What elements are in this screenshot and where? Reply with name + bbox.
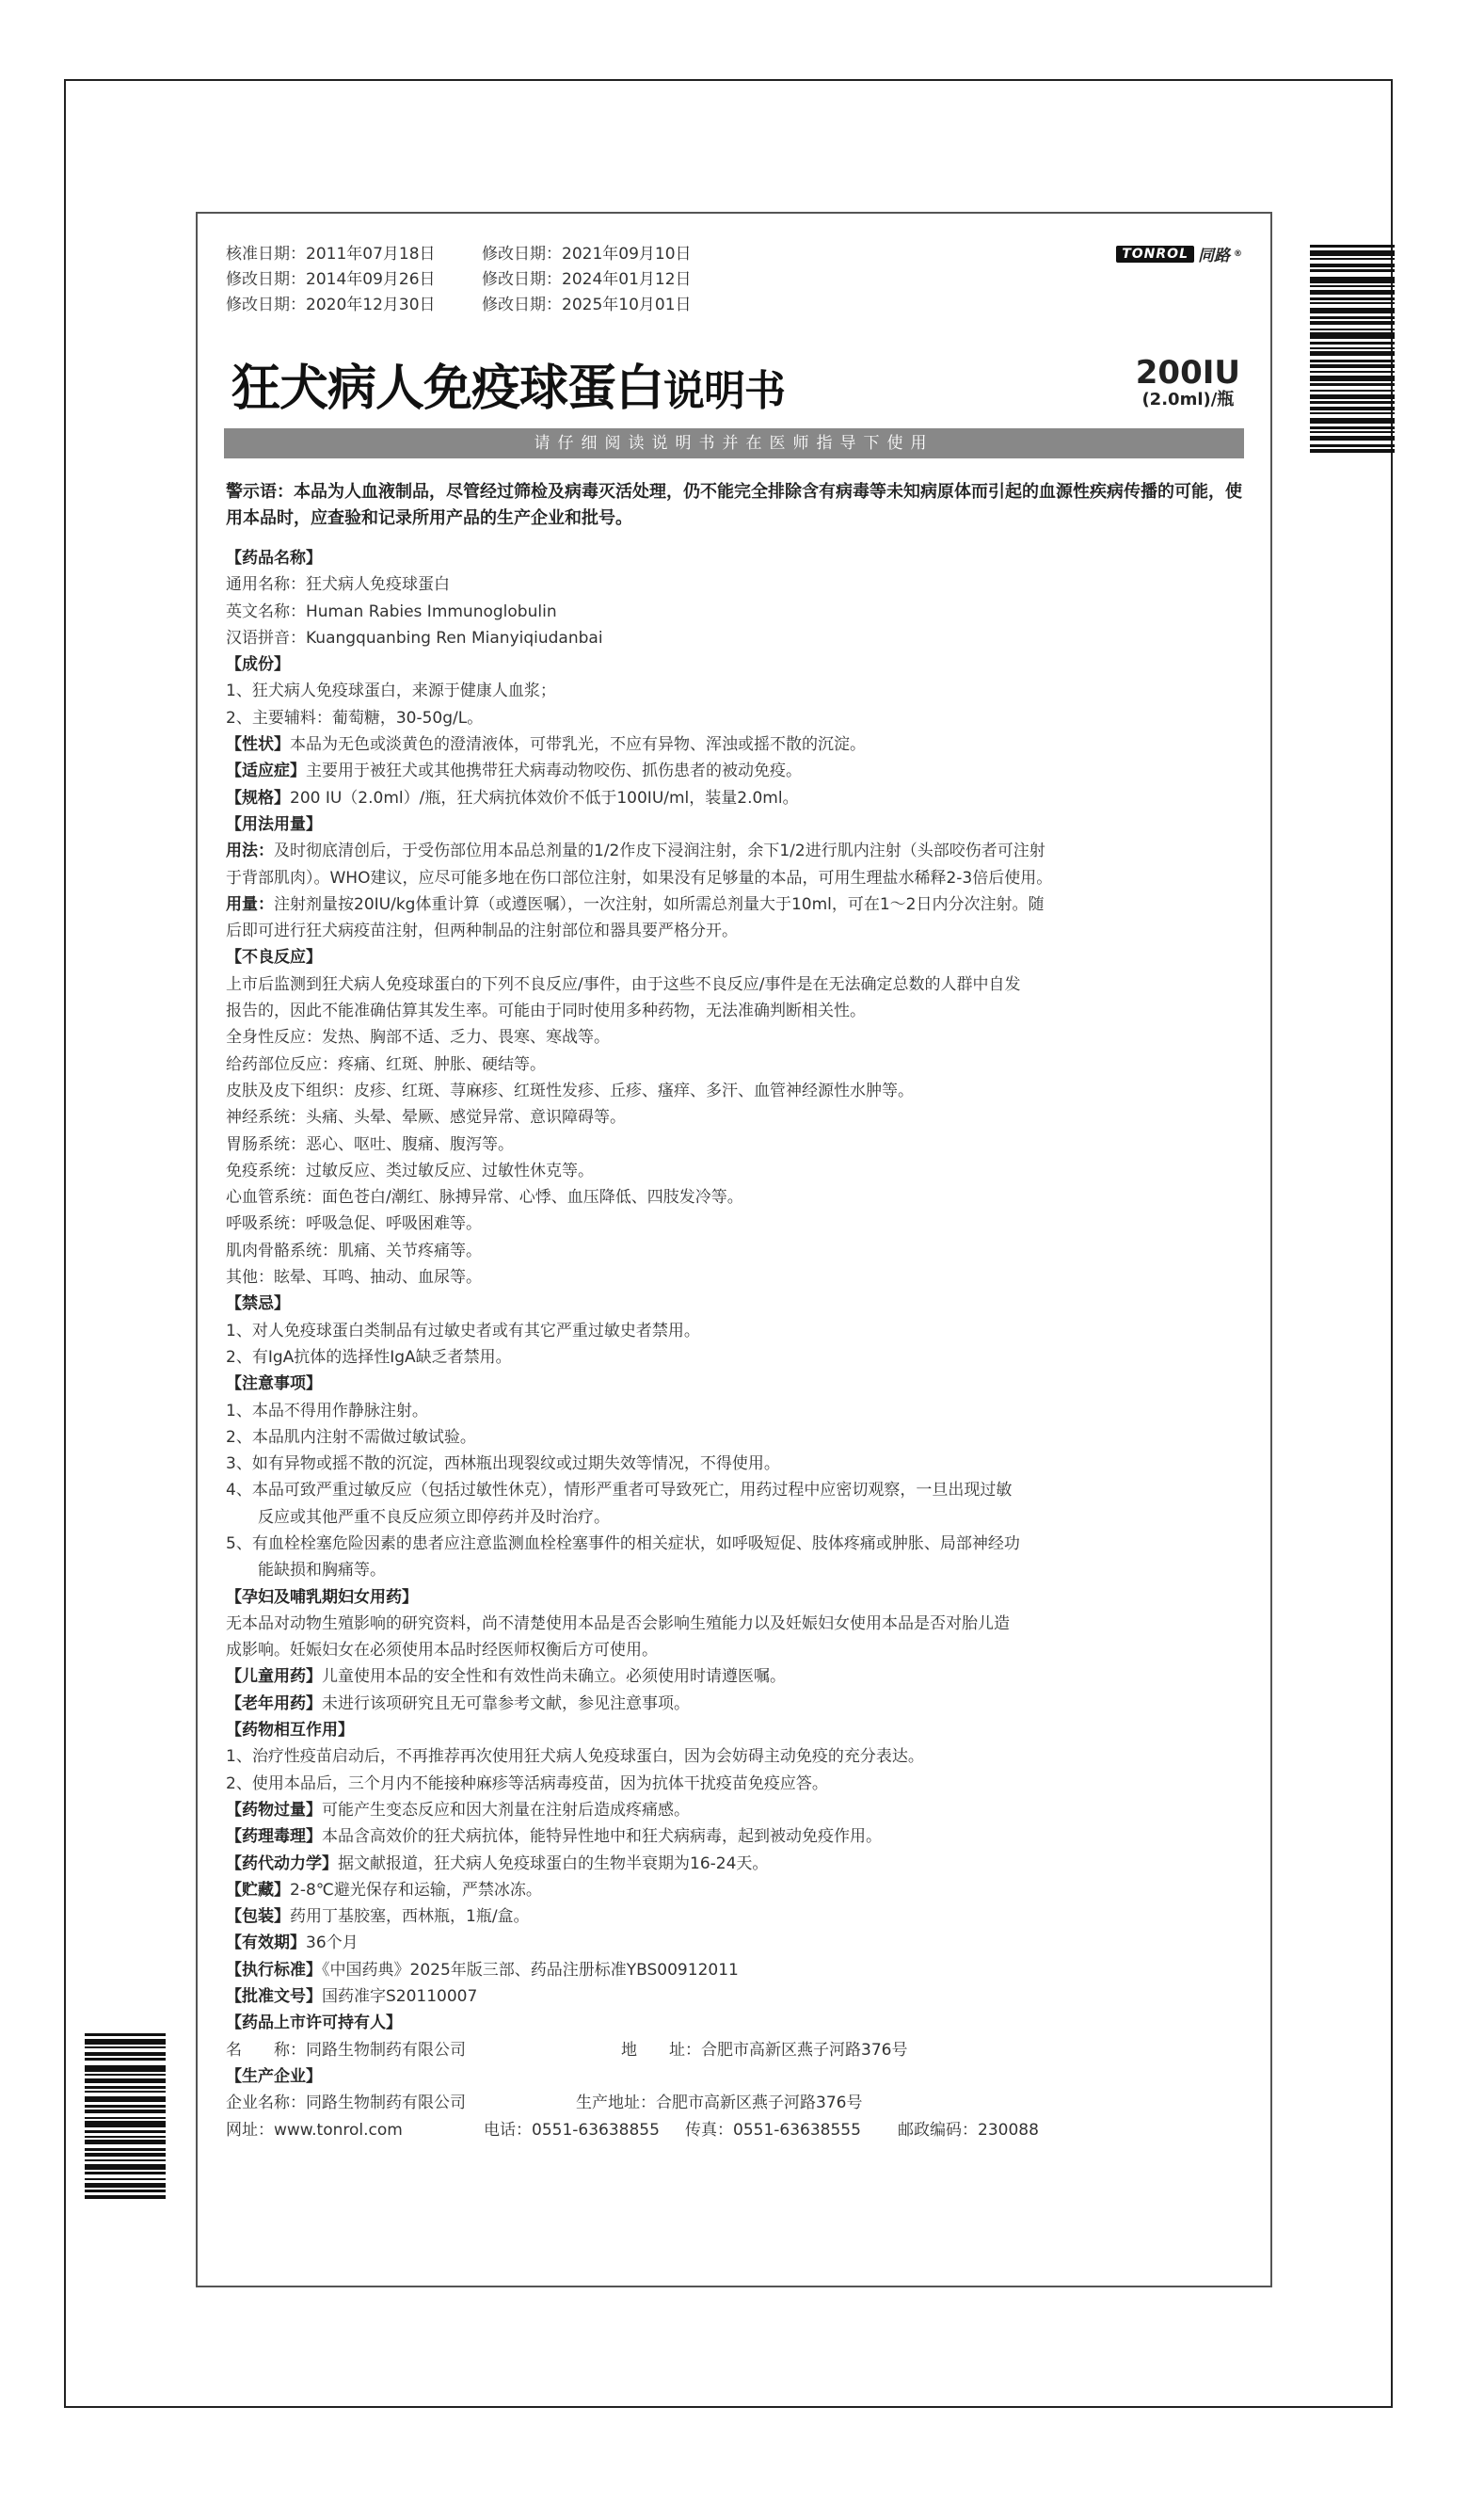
barcode-bar	[85, 2091, 166, 2093]
barcode-bar	[1310, 376, 1395, 381]
barcode-bar	[1310, 258, 1395, 260]
section-label: 【药理毒理】	[226, 1827, 322, 1847]
usage-dose	[226, 891, 1244, 918]
barcode-bar	[85, 2039, 166, 2045]
barcode-bar	[1310, 302, 1395, 304]
adverse-line: 皮肤及皮下组织：皮疹、红斑、荨麻疹、红斑性发疹、丘疹、瘙痒、多汗、血管神经源性水肿等。	[226, 1081, 914, 1100]
precaution-item: 4、本品可致严重过敏反应（包括过敏性休克），情形严重者可导致死亡，用药过程中应密切观察，一旦出现过敏	[226, 1481, 1013, 1500]
usage-method	[226, 838, 1244, 864]
barcode-bar	[85, 2153, 166, 2157]
section-heading-interactions: 【药物相互作用】	[226, 1721, 354, 1741]
barcode-bar	[85, 2190, 166, 2192]
holder-address: 地 址：合肥市高新区燕子河路376号	[621, 2040, 908, 2060]
barcode-bar	[85, 2065, 166, 2072]
section-heading-pregnancy: 【孕妇及哺乳期妇女用药】	[226, 1587, 418, 1607]
precaution-item: 3、如有异物或摇不散的沉淀，西林瓶出现裂纹或过期失效等情况，不得使用。	[226, 1454, 780, 1474]
section-text: 可能产生变态反应和因大剂量在注射后造成疼痛感。	[322, 1800, 690, 1820]
section-heading-drug-name: 【药品名称】	[226, 549, 322, 568]
section-text: 200 IU（2.0ml）/瓶，狂犬病抗体效价不低于100IU/ml，装量2.0ml。	[290, 788, 799, 808]
barcode-bar	[1310, 269, 1395, 272]
section-pharmacology	[226, 1823, 1244, 1850]
section-specification	[226, 785, 1244, 811]
barcode-bar	[85, 2086, 166, 2089]
manufacturer-postcode: 邮政编码：230088	[898, 2120, 1039, 2140]
revision-date: 修改日期：2020年12月30日	[226, 296, 436, 314]
barcode-bar	[1310, 426, 1395, 429]
barcode-bar	[1310, 364, 1395, 368]
section-label: 【性状】	[226, 735, 290, 755]
revision-dates	[226, 242, 1244, 318]
barcode-bar	[85, 2121, 166, 2127]
section-geriatric	[226, 1691, 1244, 1717]
pregnancy-line: 无本品对动物生殖影响的研究资料，尚不清楚使用本品是否会影响生殖能力以及妊娠妇女使用本品是否对胎儿造	[226, 1613, 1010, 1633]
generic-name: 通用名称：狂犬病人免疫球蛋白	[226, 575, 450, 595]
barcode-bar	[1310, 412, 1395, 414]
section-text: 药用丁基胶塞，西林瓶，1瓶/盒。	[290, 1907, 530, 1927]
barcode-bar	[1310, 351, 1395, 356]
section-label: 【批准文号】	[226, 1987, 322, 2007]
barcode-bar	[1310, 407, 1395, 410]
revision-date: 修改日期：2014年09月26日	[226, 270, 436, 289]
barcode-bar	[1310, 371, 1395, 373]
section-label: 【贮藏】	[226, 1880, 290, 1900]
interaction-item: 2、使用本品后，三个月内不能接种麻疹等活病毒疫苗，因为抗体干扰疫苗免疫应答。	[226, 1773, 828, 1793]
brand-logo	[1116, 242, 1242, 265]
barcode-bar	[1310, 418, 1395, 424]
title-row	[226, 348, 1244, 417]
manufacturer-info	[226, 2090, 1244, 2116]
precaution-item-continued: 能缺损和胸痛等。	[258, 1561, 386, 1580]
barcode-left	[85, 2033, 166, 2278]
section-text: 2-8℃避光保存和运输，严禁冰冻。	[290, 1880, 542, 1900]
barcode-bar	[85, 2136, 166, 2138]
usage-method-text: 及时彻底清创后，于受伤部位用本品总剂量的1/2作皮下浸润注射，余下1/2进行肌内注射（头部咬伤者可注射	[274, 842, 1045, 861]
barcode-bar	[85, 2033, 166, 2036]
section-text: 未进行该项研究且无可靠参考文献，参见注意事项。	[322, 1693, 690, 1713]
registered-mark: ®	[1234, 249, 1242, 259]
section-label: 【药代动力学】	[226, 1853, 338, 1873]
manufacturer-address: 生产地址：合肥市高新区燕子河路376号	[576, 2094, 863, 2113]
section-heading-holder: 【药品上市许可持有人】	[226, 2014, 402, 2033]
barcode-bar	[85, 2074, 166, 2076]
section-package	[226, 1903, 1244, 1930]
section-label: 【儿童用药】	[226, 1667, 322, 1687]
adverse-line: 心血管系统：面色苍白/潮红、脉搏异常、心悸、血压降低、四肢发冷等。	[226, 1188, 743, 1208]
precaution-item-continued: 反应或其他严重不良反应须立即停药并及时治疗。	[258, 1507, 610, 1527]
barcode-bar	[85, 2117, 166, 2119]
barcode-bar	[85, 2140, 166, 2144]
section-indications	[226, 758, 1244, 784]
section-label: 【规格】	[226, 788, 290, 808]
section-label: 【药物过量】	[226, 1800, 322, 1820]
section-label: 【执行标准】	[226, 1960, 322, 1980]
insert-body	[226, 479, 1244, 2143]
section-text: 36个月	[306, 1933, 359, 1953]
usage-dose-label: 用量：	[226, 894, 274, 914]
barcode-right	[1310, 245, 1395, 546]
barcode-bar	[1310, 342, 1395, 345]
barcode-bar	[85, 2096, 166, 2102]
barcode-bar	[85, 2178, 166, 2180]
warning-statement: 警示语：本品为人血液制品，尽管经过筛检及病毒灭活处理，仍不能完全排除含有病毒等未知病原体而引起的血源性疾病传播的可能，使用本品时，应查验和记录所用产品的生产企业和批号。	[226, 482, 1242, 528]
section-label: 【老年用药】	[226, 1693, 322, 1713]
product-title-name: 狂犬病人免疫球蛋白	[231, 361, 664, 417]
manufacturer-name: 企业名称：同路生物制药有限公司	[226, 2094, 466, 2113]
manufacturer-contact	[226, 2117, 1244, 2143]
section-label: 【有效期】	[226, 1933, 306, 1953]
barcode-bar	[1310, 401, 1395, 404]
section-text: 本品含高效价的狂犬病抗体，能特异性地中和狂犬病病毒，起到被动免疫作用。	[322, 1827, 882, 1847]
section-heading-manufacturer: 【生产企业】	[226, 2066, 322, 2086]
section-text: 《中国药典》2025年版三部、药品注册标准YBS00912011	[322, 1960, 739, 1980]
section-text: 据文献报道，狂犬病人免疫球蛋白的生物半衰期为16-24天。	[338, 1853, 769, 1873]
barcode-bar	[1310, 329, 1395, 330]
usage-method-label: 用法：	[226, 842, 274, 861]
section-heading-composition: 【成份】	[226, 655, 290, 675]
barcode-bar	[85, 2195, 166, 2199]
brand-logo-chinese: 同路	[1198, 247, 1230, 265]
spec-volume: (2.0ml)/瓶	[1141, 390, 1235, 409]
holder-info	[226, 2037, 1244, 2063]
barcode-bar	[1310, 250, 1395, 256]
manufacturer-fax: 传真：0551-63638555	[685, 2120, 861, 2140]
product-title-suffix: 说明书	[663, 367, 786, 415]
section-heading-usage: 【用法用量】	[226, 814, 322, 834]
section-storage	[226, 1877, 1244, 1903]
section-label: 【适应症】	[226, 762, 306, 781]
section-text: 本品为无色或淡黄色的澄清液体，可带乳光，不应有异物、浑浊或摇不散的沉淀。	[290, 735, 866, 755]
adverse-line: 全身性反应：发热、胸部不适、乏力、畏寒、寒战等。	[226, 1028, 610, 1048]
precaution-item: 5、有血栓栓塞危险因素的患者应注意监测血栓栓塞事件的相关症状，如呼吸短促、肢体疼痛或肿胀、局部神经功	[226, 1533, 1020, 1553]
adverse-line: 胃肠系统：恶心、呕吐、腹痛、腹泻等。	[226, 1134, 514, 1154]
pregnancy-line: 成影响。妊娠妇女在必须使用本品时经医师权衡后方可使用。	[226, 1641, 658, 1661]
barcode-bar	[1310, 394, 1395, 399]
adverse-line: 神经系统：头痛、头晕、晕厥、感觉异常、意识障碍等。	[226, 1108, 626, 1128]
holder-name: 名 称：同路生物制药有限公司	[226, 2040, 466, 2060]
section-approval	[226, 1983, 1244, 2010]
adverse-line: 其他：眩晕、耳鸣、抽动、血尿等。	[226, 1268, 482, 1288]
section-heading-precautions: 【注意事项】	[226, 1374, 322, 1394]
barcode-bar	[1310, 436, 1395, 441]
barcode-bar	[1310, 316, 1395, 319]
package-insert	[196, 212, 1272, 2287]
barcode-bar	[85, 2110, 166, 2113]
approval-date: 核准日期：2011年07月18日	[226, 245, 436, 264]
section-text: 主要用于被狂犬或其他携带狂犬病毒动物咬伤、抓伤患者的被动免疫。	[306, 762, 802, 781]
composition-item: 1、狂犬病人免疫球蛋白，来源于健康人血浆；	[226, 682, 556, 701]
adverse-line: 免疫系统：过敏反应、类过敏反应、过敏性休克等。	[226, 1161, 594, 1180]
barcode-bar	[85, 2164, 166, 2170]
barcode-bar	[1310, 277, 1395, 283]
product-title	[231, 348, 785, 419]
barcode-bar	[85, 2130, 166, 2133]
adverse-line: 呼吸系统：呼吸急促、呼吸困难等。	[226, 1214, 482, 1234]
section-validity	[226, 1930, 1244, 1956]
barcode-bar	[1310, 383, 1395, 386]
barcode-bar	[85, 2052, 166, 2056]
pinyin-name: 汉语拼音：Kuangquanbing Ren Mianyiqiudanbai	[226, 628, 603, 648]
barcode-bar	[1310, 264, 1395, 267]
barcode-bar	[1310, 390, 1395, 392]
barcode-bar	[1310, 308, 1395, 313]
adverse-line: 给药部位反应：疼痛、红斑、肿胀、硬结等。	[226, 1054, 546, 1074]
section-pediatric	[226, 1663, 1244, 1690]
instruction-banner: 请仔细阅读说明书并在医师指导下使用	[224, 428, 1244, 458]
revision-date: 修改日期：2025年10月01日	[482, 296, 692, 314]
section-properties	[226, 731, 1244, 758]
usage-method-continued: 于背部肌肉）。WHO建议，应尽可能多地在伤口部位注射，如果没有足够量的本品，可用生理盐水稀释2-3倍后使用。	[226, 868, 1053, 888]
product-spec	[1136, 356, 1240, 410]
barcode-bar	[1310, 444, 1395, 447]
precaution-item: 2、本品肌内注射不需做过敏试验。	[226, 1427, 476, 1447]
spec-dose: 200IU	[1135, 354, 1240, 392]
english-name: 英文名称：Human Rabies Immunoglobulin	[226, 602, 557, 621]
barcode-bar	[85, 2183, 166, 2188]
adverse-line: 报告的，因此不能准确估算其发生率。可能由于同时使用多种药物，无法准确判断相关性。	[226, 1002, 866, 1021]
barcode-bar	[1310, 321, 1395, 325]
composition-item: 2、主要辅料：葡萄糖，30-50g/L。	[226, 708, 484, 728]
manufacturer-phone: 电话：0551-63638855	[484, 2120, 660, 2140]
barcode-bar	[85, 2078, 166, 2083]
section-heading-adverse: 【不良反应】	[226, 948, 322, 968]
barcode-bar	[85, 2172, 166, 2174]
barcode-bar	[1310, 285, 1395, 287]
section-text: 国药准字S20110007	[322, 1987, 478, 2007]
section-heading-contraindications: 【禁忌】	[226, 1294, 290, 1314]
barcode-bar	[85, 2105, 166, 2108]
barcode-bar	[1310, 449, 1395, 453]
section-label: 【包装】	[226, 1907, 290, 1927]
manufacturer-website: 网址：www.tonrol.com	[226, 2120, 403, 2140]
usage-dose-continued: 后即可进行狂犬病疫苗注射，但两种制品的注射部位和器具要严格分开。	[226, 922, 738, 941]
contraindication-item: 1、对人免疫球蛋白类制品有过敏史者或有其它严重过敏史者禁用。	[226, 1321, 700, 1340]
section-standard	[226, 1957, 1244, 1983]
adverse-line: 上市后监测到狂犬病人免疫球蛋白的下列不良反应/事件，由于这些不良反应/事件是在无法确定总数的人群中自发	[226, 974, 1021, 994]
section-text: 儿童使用本品的安全性和有效性尚未确立。必须使用时请遵医嘱。	[322, 1667, 786, 1687]
interaction-item: 1、治疗性疫苗启动后，不再推荐再次使用狂犬病人免疫球蛋白，因为会妨碍主动免疫的充分表达。	[226, 1747, 924, 1767]
section-pharmacokinetics	[226, 1851, 1244, 1877]
barcode-bar	[85, 2046, 166, 2048]
barcode-bar	[1310, 297, 1395, 300]
revision-date: 修改日期：2024年01月12日	[482, 270, 692, 289]
barcode-bar	[1310, 332, 1395, 339]
barcode-bar	[1310, 290, 1395, 295]
adverse-line: 肌肉骨骼系统：肌痛、关节疼痛等。	[226, 1241, 482, 1260]
barcode-bar	[85, 2148, 166, 2151]
usage-dose-text: 注射剂量按20IU/kg体重计算（或遵医嘱），一次注射，如所需总剂量大于10ml，可在1～2日内分次注射。随	[274, 894, 1045, 914]
section-overdose	[226, 1797, 1244, 1823]
precaution-item: 1、本品不得用作静脉注射。	[226, 1401, 428, 1420]
barcode-bar	[1310, 360, 1395, 362]
barcode-bar	[1310, 245, 1395, 248]
brand-logo-latin: TONROL	[1116, 246, 1194, 263]
barcode-bar	[1310, 347, 1395, 349]
contraindication-item: 2、有IgA抗体的选择性IgA缺乏者禁用。	[226, 1347, 512, 1367]
barcode-bar	[85, 2159, 166, 2161]
revision-date: 修改日期：2021年09月10日	[482, 245, 692, 264]
barcode-bar	[85, 2058, 166, 2061]
barcode-bar	[1310, 431, 1395, 433]
